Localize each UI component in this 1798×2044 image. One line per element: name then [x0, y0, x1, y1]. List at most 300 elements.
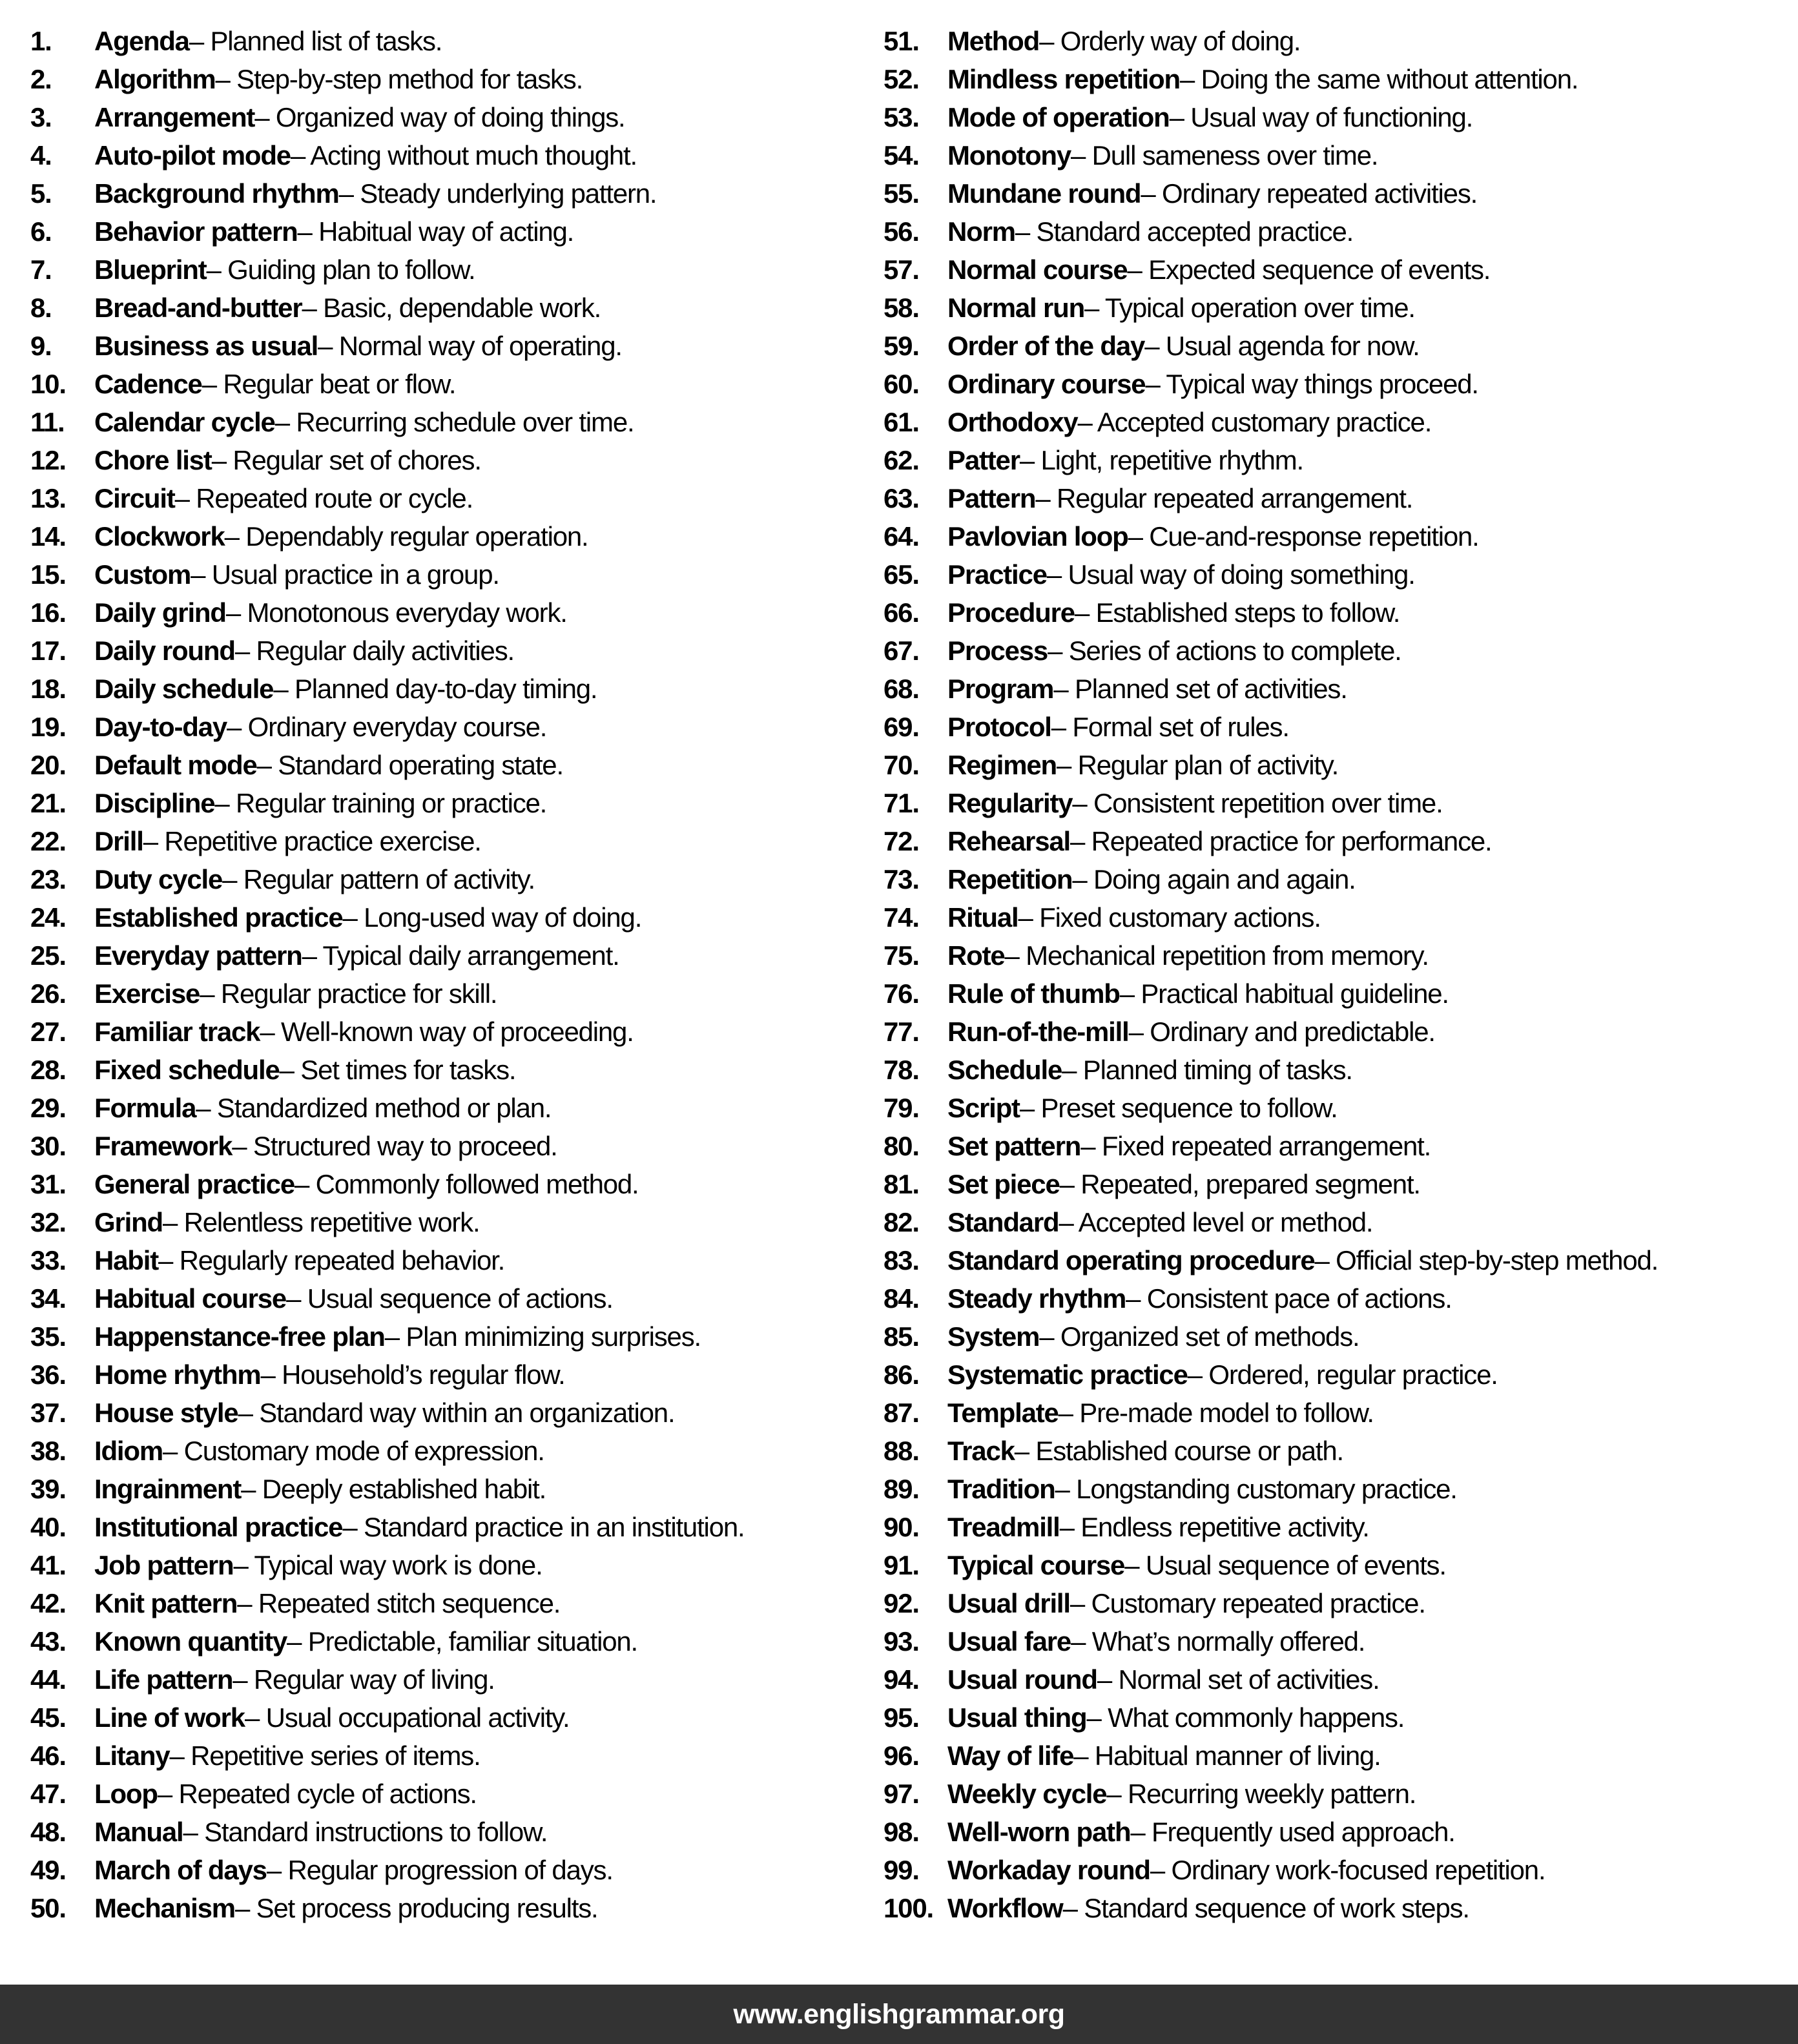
list-item [30, 1737, 884, 1775]
list-item [30, 22, 884, 60]
list-item [30, 898, 884, 936]
item-number: 59. [884, 330, 919, 361]
item-number: 37. [30, 1397, 66, 1428]
list-item [30, 98, 884, 136]
list-item [884, 975, 1798, 1013]
item-term: Typical course [947, 1549, 1125, 1580]
item-number: 53. [884, 101, 919, 132]
item-term: Formula [94, 1092, 196, 1123]
item-number: 89. [884, 1473, 919, 1504]
list-item [884, 327, 1798, 365]
item-definition: – What’s normally offered. [1071, 1626, 1365, 1657]
item-term: Litany [94, 1740, 170, 1771]
item-definition: – Plan minimizing surprises. [384, 1321, 701, 1352]
item-number: 94. [884, 1664, 919, 1695]
item-definition: – Commonly followed method. [294, 1168, 639, 1199]
item-term: Usual round [947, 1664, 1097, 1695]
list-item [884, 403, 1798, 441]
list-item [30, 632, 884, 670]
item-term: Habit [94, 1244, 159, 1275]
item-definition: – Regular practice for skill. [200, 978, 497, 1009]
item-definition: – Normal way of operating. [318, 330, 622, 361]
item-definition: – Ordinary repeated activities. [1141, 178, 1478, 209]
list-item [30, 1546, 884, 1584]
item-number: 76. [884, 978, 919, 1009]
item-definition: – Long-used way of doing. [342, 902, 642, 933]
item-definition: – Repeated, prepared segment. [1059, 1168, 1420, 1199]
item-number: 38. [30, 1435, 66, 1466]
list-item [884, 1660, 1798, 1698]
item-term: Daily grind [94, 597, 226, 628]
item-number: 81. [884, 1168, 919, 1199]
item-definition: – Predictable, familiar situation. [287, 1626, 637, 1657]
list-item [30, 975, 884, 1013]
list-item [884, 746, 1798, 784]
item-definition: – Preset sequence to follow. [1019, 1092, 1338, 1123]
item-number: 69. [884, 711, 919, 742]
synonyms-column-right [884, 22, 1798, 1927]
item-number: 86. [884, 1359, 919, 1390]
item-number: 51. [884, 25, 919, 56]
item-term: Exercise [94, 978, 200, 1009]
list-item [884, 1584, 1798, 1622]
item-term: Calendar cycle [94, 406, 275, 437]
list-item [884, 1013, 1798, 1051]
item-definition: – Standard operating state. [256, 749, 563, 780]
item-definition: – Mechanical repetition from memory. [1004, 940, 1429, 971]
item-term: Default mode [94, 749, 257, 780]
item-definition: – Ordinary everyday course. [227, 711, 547, 742]
item-term: Happenstance-free plan [94, 1321, 385, 1352]
item-number: 73. [884, 863, 919, 894]
item-term: Arrangement [94, 101, 255, 132]
item-number: 90. [884, 1511, 919, 1542]
item-definition: – Accepted customary practice. [1077, 406, 1432, 437]
item-number: 15. [30, 559, 66, 590]
item-term: Background rhythm [94, 178, 339, 209]
list-item [884, 632, 1798, 670]
item-term: Rote [947, 940, 1005, 971]
item-term: Program [947, 673, 1054, 704]
item-number: 60. [884, 368, 919, 399]
item-number: 78. [884, 1054, 919, 1085]
item-term: Order of the day [947, 330, 1145, 361]
item-term: Idiom [94, 1435, 163, 1466]
item-term: Clockwork [94, 521, 225, 552]
item-number: 21. [30, 787, 66, 818]
item-term: Standard operating procedure [947, 1244, 1315, 1275]
item-term: Pavlovian loop [947, 521, 1128, 552]
item-term: House style [94, 1397, 238, 1428]
item-number: 92. [884, 1587, 919, 1618]
list-item [884, 1775, 1798, 1813]
item-term: Standard [947, 1206, 1059, 1237]
list-item [884, 1051, 1798, 1089]
list-item [30, 1089, 884, 1127]
list-item [884, 441, 1798, 479]
item-term: Norm [947, 216, 1015, 247]
item-number: 35. [30, 1321, 66, 1352]
item-term: March of days [94, 1854, 267, 1885]
list-item [30, 1775, 884, 1813]
item-number: 96. [884, 1740, 919, 1771]
item-number: 55. [884, 178, 919, 209]
item-term: Treadmill [947, 1511, 1060, 1542]
item-number: 88. [884, 1435, 919, 1466]
item-definition: – Basic, dependable work. [302, 292, 601, 323]
item-number: 70. [884, 749, 919, 780]
list-item [884, 98, 1798, 136]
list-item [30, 1622, 884, 1660]
item-definition: – Official step-by-step method. [1314, 1244, 1658, 1275]
item-definition: – Fixed customary actions. [1018, 902, 1321, 933]
item-number: 46. [30, 1740, 66, 1771]
item-term: Regimen [947, 749, 1057, 780]
list-item [30, 746, 884, 784]
list-item [30, 136, 884, 174]
list-item [884, 936, 1798, 975]
item-term: Circuit [94, 482, 175, 513]
item-number: 99. [884, 1854, 919, 1885]
list-item [884, 898, 1798, 936]
item-term: Home rhythm [94, 1359, 261, 1390]
item-term: Daily schedule [94, 673, 274, 704]
list-item [884, 517, 1798, 555]
item-number: 24. [30, 902, 66, 933]
item-term: Institutional practice [94, 1511, 343, 1542]
list-item [30, 1394, 884, 1432]
item-number: 19. [30, 711, 66, 742]
item-definition: – Steady underlying pattern. [338, 178, 657, 209]
list-item [30, 1813, 884, 1851]
footer-url: www.englishgrammar.org [733, 1998, 1065, 2030]
item-term: Ingrainment [94, 1473, 242, 1504]
item-number: 16. [30, 597, 66, 628]
item-number: 2. [30, 63, 52, 94]
item-number: 34. [30, 1283, 66, 1314]
list-item [884, 1165, 1798, 1203]
item-term: Familiar track [94, 1016, 260, 1047]
item-term: Auto-pilot mode [94, 139, 291, 170]
item-definition: – Customary repeated practice. [1070, 1587, 1425, 1618]
item-term: General practice [94, 1168, 294, 1199]
item-number: 40. [30, 1511, 66, 1542]
list-item [30, 1356, 884, 1394]
item-definition: – Monotonous everyday work. [225, 597, 567, 628]
list-item [884, 1813, 1798, 1851]
item-term: Line of work [94, 1702, 245, 1733]
item-number: 11. [30, 406, 65, 437]
item-number: 67. [884, 635, 919, 666]
item-term: Way of life [947, 1740, 1074, 1771]
list-item [30, 822, 884, 860]
item-definition: – Regularly repeated behavior. [158, 1244, 505, 1275]
item-term: Tradition [947, 1473, 1055, 1504]
list-item [30, 1584, 884, 1622]
list-item [884, 1889, 1798, 1927]
item-definition: – Standard instructions to follow. [183, 1816, 548, 1847]
list-item [30, 1660, 884, 1698]
item-number: 54. [884, 139, 919, 170]
list-item [884, 594, 1798, 632]
item-term: Job pattern [94, 1549, 234, 1580]
item-term: Ritual [947, 902, 1018, 933]
item-definition: – Regular set of chores. [211, 444, 481, 475]
item-term: Method [947, 25, 1040, 56]
item-number: 18. [30, 673, 66, 704]
item-definition: – Regular daily activities. [234, 635, 514, 666]
item-definition: – Typical way work is done. [233, 1549, 542, 1580]
list-item [884, 784, 1798, 822]
item-number: 33. [30, 1244, 66, 1275]
item-term: Pattern [947, 482, 1036, 513]
item-term: Template [947, 1397, 1059, 1428]
item-number: 75. [884, 940, 919, 971]
item-number: 42. [30, 1587, 66, 1618]
item-number: 23. [30, 863, 66, 894]
item-term: Usual fare [947, 1626, 1071, 1657]
item-term: Patter [947, 444, 1020, 475]
item-term: Ordinary course [947, 368, 1146, 399]
item-term: System [947, 1321, 1040, 1352]
item-definition: – Repetitive practice exercise. [143, 825, 481, 856]
item-term: Drill [94, 825, 143, 856]
list-item [884, 479, 1798, 517]
item-number: 36. [30, 1359, 66, 1390]
item-definition: – Customary mode of expression. [163, 1435, 544, 1466]
item-definition: – Longstanding customary practice. [1055, 1473, 1457, 1504]
list-item [30, 1165, 884, 1203]
item-term: Well-worn path [947, 1816, 1131, 1847]
item-number: 17. [30, 635, 66, 666]
item-definition: – Expected sequence of events. [1127, 254, 1491, 285]
item-number: 9. [30, 330, 52, 361]
item-definition: – Light, repetitive rhythm. [1019, 444, 1304, 475]
item-definition: – Doing again and again. [1072, 863, 1356, 894]
list-item [30, 1051, 884, 1089]
list-item [30, 1279, 884, 1317]
item-number: 100. [884, 1892, 933, 1923]
item-term: Mindless repetition [947, 63, 1180, 94]
item-number: 39. [30, 1473, 66, 1504]
item-definition: – Recurring weekly pattern. [1106, 1778, 1416, 1809]
list-item [30, 517, 884, 555]
item-number: 84. [884, 1283, 919, 1314]
item-number: 79. [884, 1092, 919, 1123]
item-number: 61. [884, 406, 919, 437]
list-item [30, 1470, 884, 1508]
item-definition: – Planned set of activities. [1053, 673, 1347, 704]
item-term: Blueprint [94, 254, 207, 285]
list-item [30, 289, 884, 327]
item-definition: – Consistent repetition over time. [1072, 787, 1443, 818]
list-item [30, 251, 884, 289]
item-definition: – Structured way to proceed. [232, 1130, 557, 1161]
item-number: 5. [30, 178, 52, 209]
item-term: Chore list [94, 444, 212, 475]
list-item [884, 670, 1798, 708]
item-definition: – Fixed repeated arrangement. [1080, 1130, 1431, 1161]
item-term: Orthodoxy [947, 406, 1078, 437]
list-item [884, 1737, 1798, 1775]
item-number: 32. [30, 1206, 66, 1237]
item-definition: – Typical operation over time. [1084, 292, 1415, 323]
item-definition: – Typical way things proceed. [1145, 368, 1478, 399]
item-term: Agenda [94, 25, 189, 56]
item-definition: – Frequently used approach. [1130, 1816, 1455, 1847]
item-definition: – Organized set of methods. [1039, 1321, 1359, 1352]
item-term: Usual thing [947, 1702, 1087, 1733]
list-item [884, 1127, 1798, 1165]
item-definition: – Established course or path. [1014, 1435, 1343, 1466]
item-definition: – Pre-made model to follow. [1058, 1397, 1374, 1428]
list-item [884, 289, 1798, 327]
item-term: Manual [94, 1816, 183, 1847]
list-item [30, 1698, 884, 1737]
item-definition: – Set times for tasks. [279, 1054, 516, 1085]
item-number: 27. [30, 1016, 66, 1047]
list-item [30, 327, 884, 365]
item-definition: – Planned list of tasks. [189, 25, 442, 56]
list-item [884, 1241, 1798, 1279]
item-number: 45. [30, 1702, 66, 1733]
item-number: 1. [30, 25, 52, 56]
item-definition: – Relentless repetitive work. [163, 1206, 480, 1237]
item-definition: – What commonly happens. [1086, 1702, 1405, 1733]
list-item [30, 1317, 884, 1356]
item-definition: – Usual occupational activity. [244, 1702, 570, 1733]
list-item [30, 479, 884, 517]
item-number: 10. [30, 368, 66, 399]
item-definition: – Deeply established habit. [241, 1473, 546, 1504]
item-definition: – Household’s regular flow. [260, 1359, 565, 1390]
item-term: Loop [94, 1778, 158, 1809]
item-number: 7. [30, 254, 52, 285]
list-item [30, 784, 884, 822]
item-definition: – Doing the same without attention. [1179, 63, 1578, 94]
item-definition: – Dull sameness over time. [1071, 139, 1378, 170]
item-term: Discipline [94, 787, 215, 818]
item-term: Monotony [947, 139, 1071, 170]
item-number: 14. [30, 521, 66, 552]
list-item [30, 1203, 884, 1241]
item-definition: – Standard practice in an institution. [342, 1511, 745, 1542]
list-item [30, 1013, 884, 1051]
item-term: Custom [94, 559, 191, 590]
item-number: 93. [884, 1626, 919, 1657]
item-term: Day-to-day [94, 711, 227, 742]
item-definition: – Usual sequence of events. [1124, 1549, 1446, 1580]
list-item [30, 1127, 884, 1165]
item-number: 25. [30, 940, 66, 971]
item-term: Life pattern [94, 1664, 233, 1695]
item-definition: – Usual agenda for now. [1144, 330, 1420, 361]
item-term: Knit pattern [94, 1587, 238, 1618]
item-number: 65. [884, 559, 919, 590]
list-item [30, 936, 884, 975]
item-term: Known quantity [94, 1626, 287, 1657]
list-item [884, 1546, 1798, 1584]
item-definition: – Established steps to follow. [1074, 597, 1400, 628]
item-definition: – Planned timing of tasks. [1062, 1054, 1352, 1085]
item-number: 64. [884, 521, 919, 552]
item-number: 58. [884, 292, 919, 323]
item-term: Grind [94, 1206, 163, 1237]
item-definition: – Set process producing results. [234, 1892, 598, 1923]
item-definition: – Standard sequence of work steps. [1062, 1892, 1469, 1923]
item-number: 3. [30, 101, 52, 132]
item-definition: – Repeated route or cycle. [174, 482, 473, 513]
list-item [30, 403, 884, 441]
item-definition: – Repeated practice for performance. [1070, 825, 1492, 856]
item-term: Mechanism [94, 1892, 235, 1923]
item-number: 44. [30, 1664, 66, 1695]
list-item [884, 1622, 1798, 1660]
list-item [30, 594, 884, 632]
item-term: Fixed schedule [94, 1054, 280, 1085]
item-number: 57. [884, 254, 919, 285]
item-definition: – Standardized method or plan. [196, 1092, 552, 1123]
item-definition: – Habitual way of acting. [297, 216, 574, 247]
item-definition: – Standard way within an organization. [238, 1397, 675, 1428]
item-definition: – Ordinary work-focused repetition. [1150, 1854, 1545, 1885]
item-number: 66. [884, 597, 919, 628]
list-item [30, 555, 884, 594]
item-number: 20. [30, 749, 66, 780]
item-term: Regularity [947, 787, 1073, 818]
list-item [884, 822, 1798, 860]
item-term: Set piece [947, 1168, 1060, 1199]
list-item [30, 60, 884, 98]
item-number: 68. [884, 673, 919, 704]
list-item [30, 708, 884, 746]
item-definition: – Ordered, regular practice. [1187, 1359, 1498, 1390]
item-term: Mundane round [947, 178, 1141, 209]
item-term: Algorithm [94, 63, 216, 94]
item-number: 6. [30, 216, 52, 247]
item-term: Behavior pattern [94, 216, 298, 247]
item-definition: – Formal set of rules. [1051, 711, 1289, 742]
item-term: Track [947, 1435, 1015, 1466]
list-item [30, 1851, 884, 1889]
list-item [884, 708, 1798, 746]
item-term: Process [947, 635, 1048, 666]
list-item [884, 1203, 1798, 1241]
item-number: 22. [30, 825, 66, 856]
list-item [884, 365, 1798, 403]
item-number: 43. [30, 1626, 66, 1657]
list-item [884, 1356, 1798, 1394]
item-number: 91. [884, 1549, 919, 1580]
item-definition: – Repeated stitch sequence. [237, 1587, 561, 1618]
item-definition: – Organized way of doing things. [254, 101, 625, 132]
item-number: 56. [884, 216, 919, 247]
item-number: 26. [30, 978, 66, 1009]
item-term: Cadence [94, 368, 202, 399]
item-definition: – Typical daily arrangement. [302, 940, 619, 971]
item-term: Normal course [947, 254, 1128, 285]
item-number: 98. [884, 1816, 919, 1847]
item-term: Framework [94, 1130, 232, 1161]
item-number: 31. [30, 1168, 66, 1199]
item-definition: – Usual way of functioning. [1169, 101, 1473, 132]
item-definition: – Acting without much thought. [290, 139, 637, 170]
list-item [884, 1394, 1798, 1432]
list-item [30, 670, 884, 708]
item-definition: – Regular repeated arrangement. [1035, 482, 1413, 513]
list-item [884, 136, 1798, 174]
item-number: 30. [30, 1130, 66, 1161]
